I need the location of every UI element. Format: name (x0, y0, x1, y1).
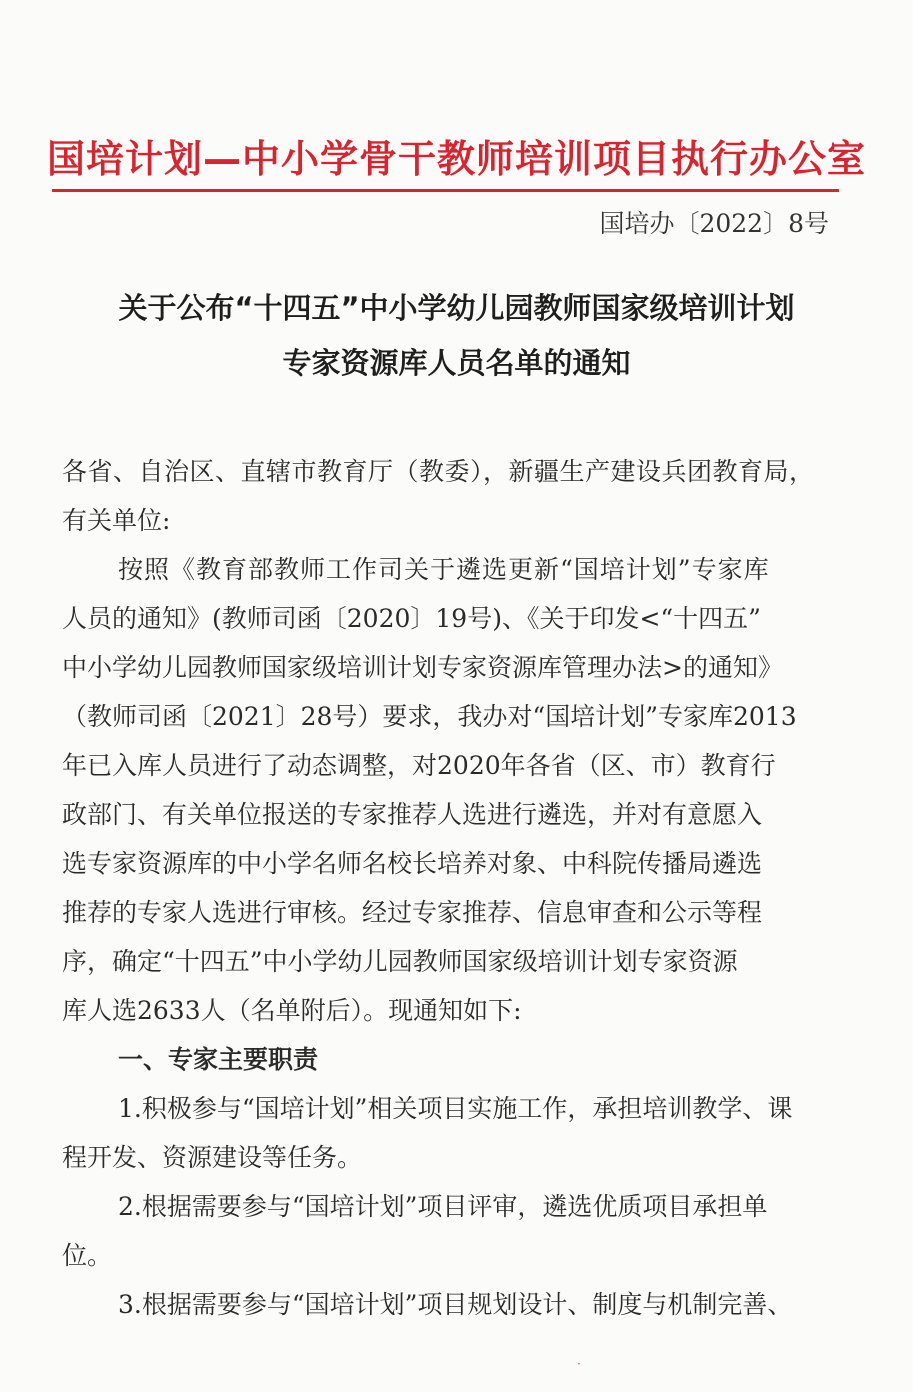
body-line: 3.根据需要参与“国培计划”项目规划设计、制度与机制完善、 (118, 1290, 793, 1319)
body-line: 库人选2633人（名单附后）。现通知如下: (62, 996, 522, 1025)
body-line: 程开发、资源建设等任务。 (62, 1143, 363, 1172)
body-line: 年已入库人员进行了动态调整，对2020年各省（区、市）教育行 (62, 751, 776, 780)
body-line: 政部门、有关单位报送的专家推荐人选进行遴选，并对有意愿入 (62, 800, 763, 829)
notice-title-line-2: 专家资源库人员名单的通知 (282, 346, 631, 380)
body-line: 人员的通知》(教师司函〔2020〕19号)、《关于印发<“十四五” (62, 604, 761, 633)
body-line: 位。 (62, 1241, 113, 1270)
body-line: 序，确定“十四五”中小学幼儿园教师国家级培训计划专家资源 (62, 947, 738, 976)
body-line: 各省、自治区、直辖市教育厅（教委），新疆生产建设兵团教育局， (62, 457, 815, 486)
body-line: 选专家资源库的中小学名师名校长培养对象、中科院传播局遴选 (62, 849, 763, 878)
body-line: 推荐的专家人选进行审核。经过专家推荐、信息审查和公示等程 (62, 898, 763, 927)
page-mark: · (577, 1357, 581, 1371)
body-line: 有关单位: (62, 506, 171, 535)
section-heading: 一、专家主要职责 (118, 1045, 319, 1074)
body-line: 中小学幼儿园教师国家级培训计划专家资源库管理办法>的通知》 (62, 653, 783, 682)
document-number: 国培办〔2022〕8号 (599, 209, 829, 238)
notice-title-line-1: 关于公布“十四五”中小学幼儿园教师国家级培训计划 (118, 291, 795, 325)
issuing-office-header: 国培计划—中小学骨干教师培训项目执行办公室 (46, 137, 866, 181)
red-divider-line (52, 189, 839, 192)
body-line: 1.积极参与“国培计划”相关项目实施工作，承担培训教学、课 (118, 1094, 793, 1123)
body-line: 按照《教育部教师工作司关于遴选更新“国培计划”专家库 (118, 555, 770, 584)
body-line: 2.根据需要参与“国培计划”项目评审，遴选优质项目承担单 (118, 1192, 768, 1221)
body-line: （教师司函〔2021〕28号）要求，我办对“国培计划”专家库2013 (62, 702, 797, 731)
